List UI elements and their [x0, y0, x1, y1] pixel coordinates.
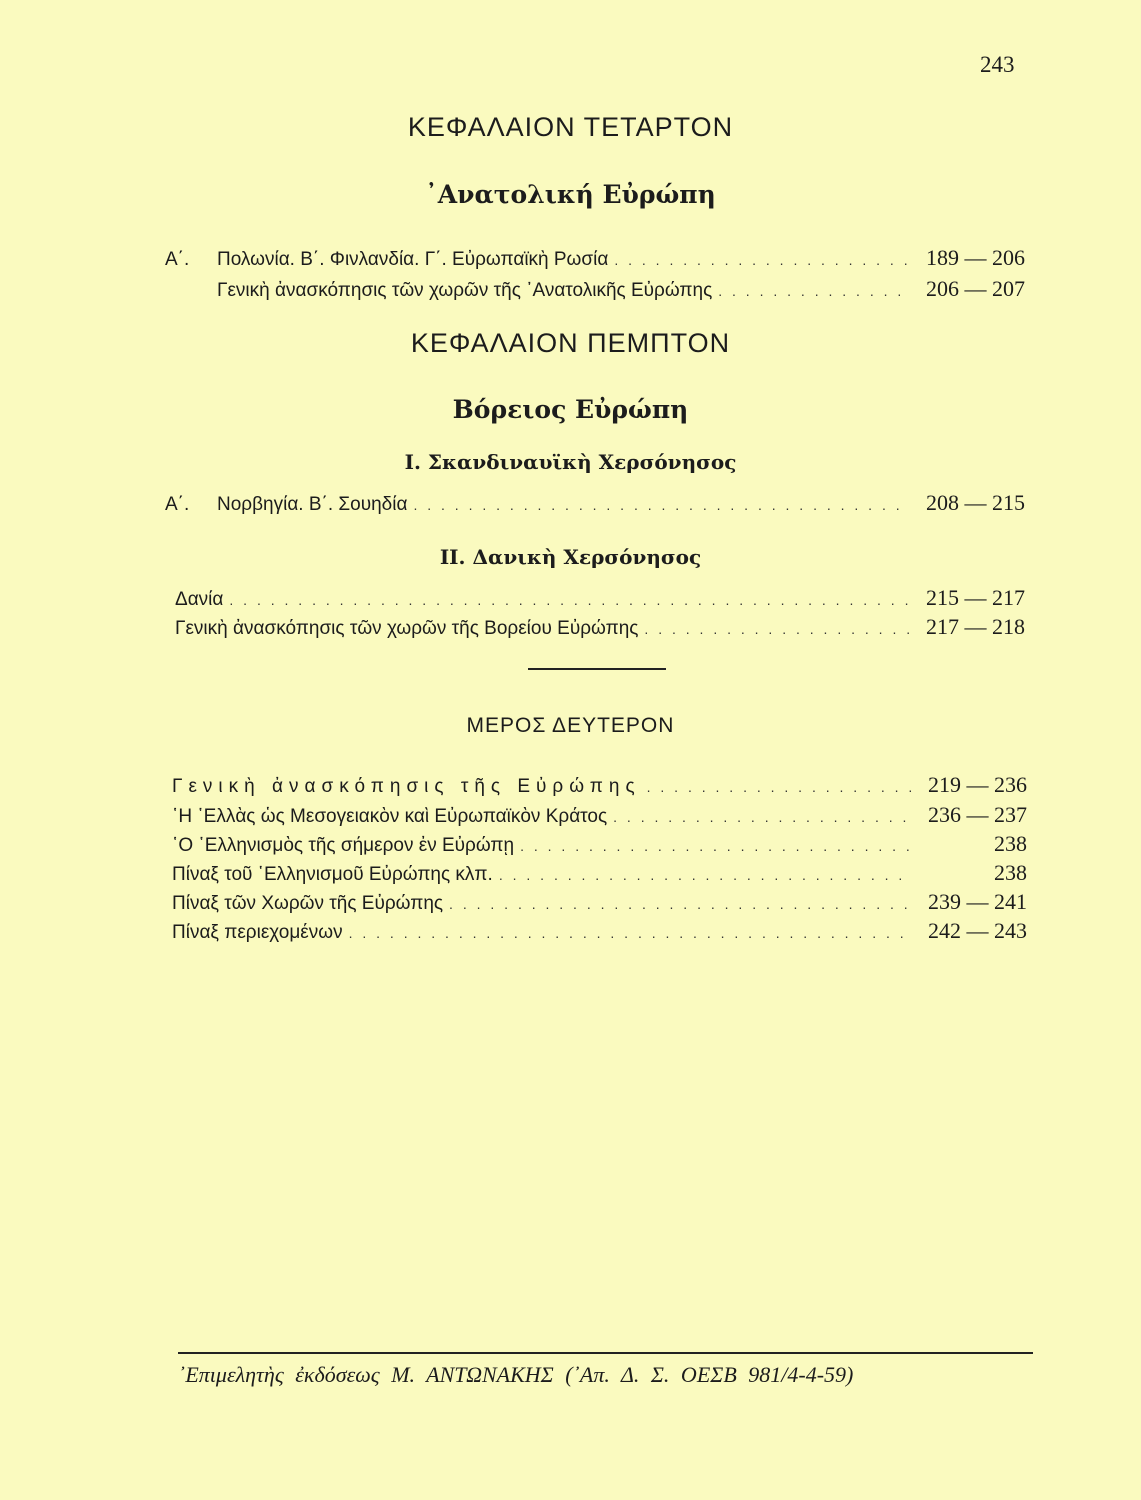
subsection-heading: Ι. Σκανδιναυϊκὴ Χερσόνησος: [404, 450, 737, 474]
toc-entry-pages: 238: [994, 831, 1027, 856]
toc-entry: [217, 276, 1025, 302]
subsection-heading: ΙΙ. Δανικὴ Χερσόνησος: [439, 545, 702, 569]
leader-dots: [718, 283, 909, 299]
leader-dots: [644, 621, 909, 637]
toc-entry-pages: 208 — 215: [926, 490, 1025, 515]
toc-entry: [175, 614, 1025, 640]
toc-entry-label: Πίναξ τοῦ ῾Ελληνισμοῦ Εὐρώπης κλπ.: [172, 864, 493, 885]
toc-entry-pages: 217 — 218: [926, 614, 1025, 639]
toc-entry-pages: 236 — 237: [928, 802, 1027, 827]
footer-imprint: ᾿Επιμελητὴς ἐκδόσεως Μ. ΑΝΤΩΝΑΚΗΣ (᾿Απ. Δ. Σ. ΟΕΣΒ 981/4-4-59): [178, 1362, 854, 1387]
leader-dots: [647, 779, 911, 795]
toc-entry-pages: 189 — 206: [926, 245, 1025, 270]
toc-entry-label: Δανία: [175, 589, 224, 610]
toc-entry-pages: 215 — 217: [926, 585, 1025, 610]
toc-entry: [172, 772, 1027, 798]
footer-rule: [178, 1352, 1033, 1354]
chapter5-section-heading: Βόρειος Εὐρώπη: [452, 395, 689, 424]
leader-dots: [229, 592, 909, 608]
leader-dots: [499, 867, 911, 883]
toc-entry-label: ῾Ο ῾Ελληνισμὸς τῆς σήμερον ἐν Εὐρώπῃ: [172, 835, 515, 856]
toc-entry: [165, 245, 1025, 271]
toc-entry-label: Γενικὴ ἀνασκόπησις τῆς Εὐρώπης: [172, 776, 641, 797]
toc-entry: [172, 802, 1027, 828]
leader-dots: [520, 838, 911, 854]
toc-entry-pages: 238: [994, 860, 1027, 885]
toc-entry-label: Γενικὴ ἀνασκόπησις τῶν χωρῶν τῆς Βορείου Εὐρώπης: [175, 618, 639, 639]
toc-entry-label: Πίναξ τῶν Χωρῶν τῆς Εὐρώπης: [172, 893, 444, 914]
toc-entry-pages: 242 — 243: [928, 918, 1027, 943]
toc-entry: [172, 889, 1027, 915]
toc-entry-prefix: Α΄.: [165, 249, 190, 270]
leader-dots: [613, 809, 911, 825]
section-divider: [528, 668, 666, 670]
toc-entry-prefix: Α΄.: [165, 494, 190, 515]
toc-entry: [175, 585, 1025, 611]
toc-entry-label: Πίναξ περιεχομένων: [172, 922, 343, 943]
toc-entry-pages: 239 — 241: [928, 889, 1027, 914]
page-number: 243: [980, 52, 1015, 77]
chapter4-title: ΚΕΦΑΛΑΙΟΝ ΤΕΤΑΡΤΟΝ: [407, 112, 734, 142]
chapter5-title: ΚΕΦΑΛΑΙΟΝ ΠΕΜΠΤΟΝ: [410, 328, 731, 358]
toc-entry-pages: 219 — 236: [928, 772, 1027, 797]
toc-entry-label: Γενικὴ ἀνασκόπησις τῶν χωρῶν τῆς ᾿Ανατολικῆς Εὐρώπης: [217, 280, 713, 301]
toc-entry-label: Πολωνία. Β΄. Φινλανδία. Γ΄. Εὐρωπαϊκὴ Ρωσία: [217, 249, 609, 270]
toc-entry-label: Νορβηγία. Β΄. Σουηδία: [217, 494, 408, 515]
chapter4-section-heading: ᾿Ανατολική Εὐρώπη: [425, 180, 716, 209]
toc-entry: [172, 860, 1027, 886]
toc-entry: [172, 918, 1027, 944]
part2-title: ΜΕΡΟΣ ΔΕΥΤΕΡΟΝ: [466, 714, 675, 737]
toc-entry-label: ῾Η ῾Ελλὰς ὡς Μεσογειακὸν καὶ Εὐρωπαϊκὸν Κράτος: [172, 806, 608, 827]
leader-dots: [413, 497, 909, 513]
toc-entry-pages: 206 — 207: [926, 276, 1025, 301]
leader-dots: [614, 252, 909, 268]
leader-dots: [349, 925, 911, 941]
toc-entry: [172, 831, 1027, 857]
leader-dots: [449, 896, 911, 912]
toc-entry: [165, 490, 1025, 516]
